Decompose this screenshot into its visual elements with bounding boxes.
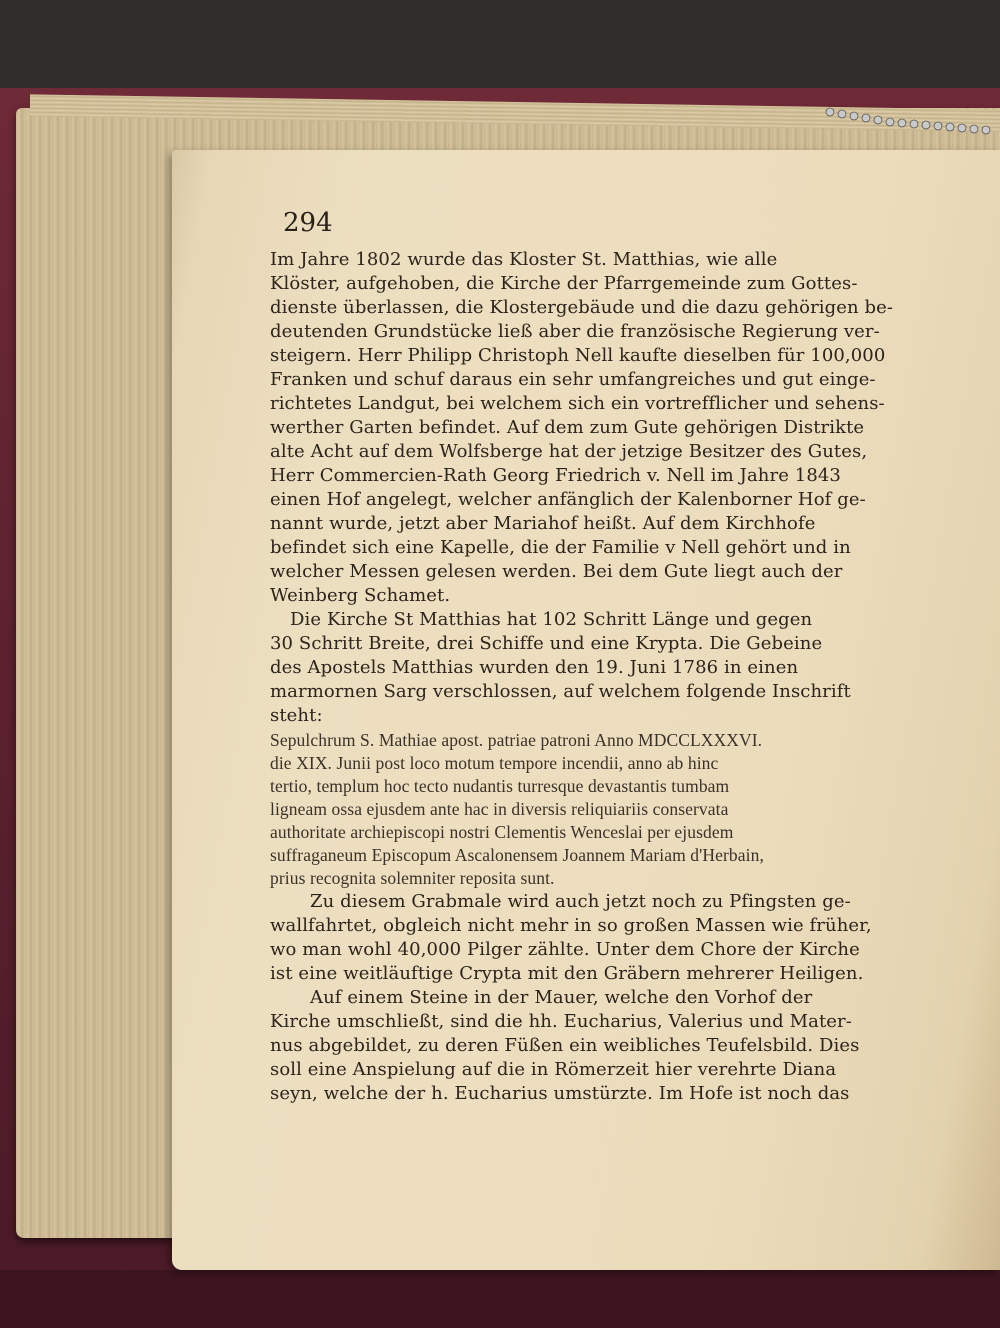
text-line: richtetes Landgut, bei welchem sich ein vortrefflicher und sehens- — [270, 393, 885, 414]
cloth-edge — [0, 1270, 1000, 1328]
inscription-line: prius recognita solemniter reposita sunt. — [270, 868, 555, 888]
text-line: Klöster, aufgehoben, die Kirche der Pfarrgemeinde zum Gottes- — [270, 273, 858, 294]
text-line: dienste überlassen, die Klostergebäude und die dazu gehörigen be- — [270, 297, 894, 318]
inscription-line: tertio, templum hoc tecto nudantis turresque devastantis tumbam — [270, 776, 730, 796]
text-line: nannt wurde, jetzt aber Mariahof heißt. Auf dem Kirchhofe — [270, 513, 816, 534]
text-line: befindet sich eine Kapelle, die der Familie v Nell gehört und in — [270, 537, 851, 558]
text-line: wallfahrtet, obgleich nicht mehr in so großen Massen wie früher, — [270, 915, 872, 936]
text-line: seyn, welche der h. Eucharius umstürzte. Im Hofe ist noch das — [270, 1083, 850, 1104]
text-line: Auf einem Steine in der Mauer, welche den Vorhof der — [310, 987, 813, 1008]
text-line: marmornen Sarg verschlossen, auf welchem folgende Inschrift — [270, 681, 851, 702]
text-line: einen Hof angelegt, welcher anfänglich der Kalenborner Hof ge- — [270, 489, 866, 510]
inscription-line: Sepulchrum S. Mathiae apost. patriae patroni Anno MDCCLXXXVI. — [270, 730, 763, 750]
text-line: wo man wohl 40,000 Pilger zählte. Unter dem Chore der Kirche — [270, 939, 860, 960]
text-line: des Apostels Matthias wurden den 19. Juni 1786 in einen — [270, 657, 799, 678]
inscription-line: ligneam ossa ejusdem ante hac in diversis reliquiariis conservata — [270, 799, 729, 819]
page-number: 294 — [283, 208, 333, 238]
text-line: werther Garten befindet. Auf dem zum Gute gehörigen Distrikte — [270, 417, 865, 438]
background-top — [0, 0, 1000, 95]
text-line: Franken und schuf daraus ein sehr umfangreiches und gut einge- — [270, 369, 876, 390]
text-line: alte Acht auf dem Wolfsberge hat der jetzige Besitzer des Gutes, — [270, 441, 868, 462]
text-line: 30 Schritt Breite, drei Schiffe und eine Krypta. Die Gebeine — [270, 633, 823, 654]
text-line: Herr Commercien-Rath Georg Friedrich v. Nell im Jahre 1843 — [270, 465, 841, 486]
text-line: steigern. Herr Philipp Christoph Nell kaufte dieselben für 100,000 — [270, 345, 886, 366]
text-line: Im Jahre 1802 wurde das Kloster St. Matthias, wie alle — [270, 249, 778, 270]
text-line: Weinberg Schamet. — [270, 585, 451, 606]
binding-wire — [820, 100, 1000, 140]
inscription-line: authoritate archiepiscopi nostri Clementis Wenceslai per ejusdem — [270, 822, 734, 842]
inscription-line: suffraganeum Episcopum Ascalonensem Joannem Mariam d'Herbain, — [270, 845, 764, 865]
text-line: Kirche umschließt, sind die hh. Eucharius, Valerius und Mater- — [270, 1011, 852, 1032]
inscription-line: die XIX. Junii post loco motum tempore incendii, anno ab hinc — [270, 753, 719, 773]
text-line: steht: — [270, 705, 323, 726]
text-line: nus abgebildet, zu deren Füßen ein weibliches Teufelsbild. Dies — [270, 1035, 860, 1056]
text-line: Zu diesem Grabmale wird auch jetzt noch zu Pfingsten ge- — [310, 891, 851, 912]
text-line: Die Kirche St Matthias hat 102 Schritt Länge und gegen — [290, 609, 813, 630]
text-line: welcher Messen gelesen werden. Bei dem Gute liegt auch der — [270, 561, 843, 582]
text-line: ist eine weitläuftige Crypta mit den Gräbern mehrerer Heiligen. — [270, 963, 864, 984]
text-line: deutenden Grundstücke ließ aber die französische Regierung ver- — [270, 321, 880, 342]
text-line: soll eine Anspielung auf die in Römerzeit hier verehrte Diana — [270, 1059, 837, 1080]
